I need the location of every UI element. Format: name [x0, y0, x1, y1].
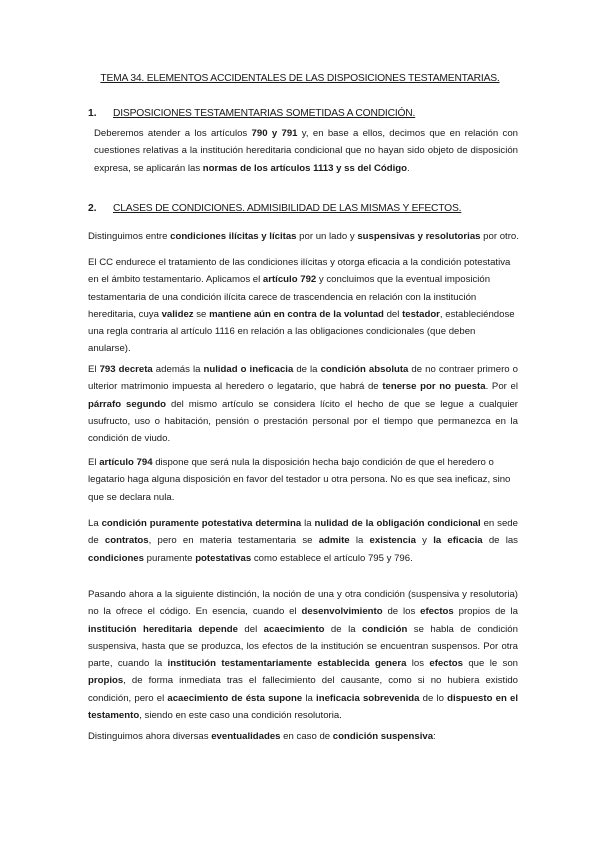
- text-run: , de forma inmediata tras el fallecimiento del causante, como si no hubiera existido condición, pero el: [88, 675, 518, 704]
- paragraph: [88, 361, 518, 447]
- text-run: en sede de: [88, 518, 518, 547]
- text-run: que le son: [463, 658, 518, 670]
- text-run: , siendo en este caso una condición resolutoria.: [139, 710, 342, 722]
- text-run: la: [302, 692, 317, 704]
- paragraph: [88, 515, 518, 567]
- bold-run: la eficacia: [433, 535, 483, 547]
- text-run: :: [433, 731, 436, 742]
- text-run: propios de la: [453, 606, 518, 618]
- section-heading-2: [88, 203, 461, 214]
- text-run: puramente: [143, 552, 196, 564]
- bold-run: eventualidades: [211, 731, 281, 742]
- bold-run: nulidad o ineficacia: [203, 364, 294, 375]
- section-heading-1: [88, 108, 415, 119]
- text-run: de los: [382, 606, 421, 618]
- bold-run: artículo 794: [99, 457, 153, 468]
- text-run: los: [406, 658, 430, 670]
- text-run: El CC endurece el tratamiento de las condiciones ilícitas y otorga eficacia a la condición potestativa en el ámbito testamentario. Aplicamos el: [88, 257, 511, 286]
- bold-run: condición: [362, 623, 408, 635]
- text-run: Deberemos atender a los artículos: [94, 128, 252, 139]
- text-run: se: [193, 308, 210, 320]
- bold-run: tenerse por no puesta: [382, 381, 486, 393]
- text-run: dispone que será nula la disposición hecha bajo condición de que el heredero o legatario haga alguna disposición en favor del testador u otra persona. No es que sea ineficaz, sino que se declara nula.: [88, 457, 511, 503]
- bold-run: desenvolvimiento: [301, 606, 383, 618]
- text-run: y, en base a ellos, decimos que en relación con cuestiones relativas a la institución hereditaria condicional que no hayan sido objeto de disposición expresa, se aplicarán las: [94, 128, 519, 174]
- text-run: por otro.: [480, 231, 519, 242]
- paragraph: [88, 228, 528, 245]
- bold-run: nulidad de la obligación condicional: [314, 518, 481, 529]
- bold-run: artículo 792: [262, 274, 317, 286]
- bold-run: potestativas: [195, 552, 252, 564]
- bold-run: condiciones ilícitas y lícitas: [170, 231, 297, 242]
- document-title: TEMA 34. ELEMENTOS ACCIDENTALES DE LAS DISPOSICIONES TESTAMENTARIAS.: [100, 73, 500, 84]
- text-run: en caso de: [280, 731, 333, 742]
- bold-run: condición puramente potestativa determina: [101, 518, 302, 529]
- bold-run: mantiene aún en contra de la voluntad: [209, 308, 384, 320]
- text-run: y concluimos que la eventual imposición testamentaria de una condición ilícita carece de trascendencia en relación con la institución hereditaria, cuya: [88, 274, 491, 320]
- bold-run: condición absoluta: [320, 364, 409, 375]
- text-run: de la: [324, 623, 362, 635]
- text-run: y: [415, 535, 434, 547]
- text-run: de lo: [419, 692, 448, 704]
- text-run: . Por el: [485, 381, 518, 393]
- text-run: .: [407, 162, 410, 174]
- bold-run: propios: [88, 675, 124, 687]
- text-run: Pasando ahora a la siguiente distinción, la noción de una y otra condición (suspensiva y resolutoria) no la ofrece el código. En esencia, cuando el: [88, 589, 518, 618]
- text-run: se habla de condición suspensiva, hasta que se produzca, los efectos de la institución se encuentran suspensos. Por otra parte, cuando la: [88, 623, 518, 670]
- section-number: 2.: [88, 203, 97, 214]
- text-run: la: [301, 518, 315, 529]
- paragraph: [88, 728, 518, 745]
- paragraph: [94, 125, 518, 177]
- bold-run: acaecimiento de ésta supone: [167, 692, 303, 704]
- text-run: además la: [152, 364, 204, 375]
- section-title: CLASES DE CONDICIONES. ADMISIBILIDAD DE LAS MISMAS Y EFECTOS.: [113, 203, 462, 214]
- text-run: , estableciéndose una regla contraria al artículo 1116 en relación a las obligaciones condicionales (que deben anularse).: [88, 308, 515, 355]
- bold-run: párrafo segundo: [88, 398, 167, 410]
- text-run: como establece el artículo 795 y 796.: [251, 552, 413, 564]
- text-run: por un lado y: [296, 231, 358, 242]
- bold-run: testador: [402, 308, 440, 320]
- bold-run: suspensivas y resolutorias: [357, 231, 481, 242]
- bold-run: dispuesto en el testamento: [88, 692, 518, 722]
- text-run: de las: [482, 535, 518, 547]
- text-run: de no contraer primero o ulterior matrimonio impuesta al heredero o legatario, que habrá de: [88, 364, 518, 393]
- text-run: El: [88, 457, 100, 468]
- text-run: del: [237, 623, 264, 635]
- bold-run: institución hereditaria depende: [88, 623, 238, 635]
- bold-run: institución testamentariamente establecida genera: [167, 658, 407, 670]
- paragraph: [88, 454, 518, 506]
- bold-run: existencia: [369, 535, 416, 547]
- paragraph: [88, 254, 518, 358]
- section-title: DISPOSICIONES TESTAMENTARIAS SOMETIDAS A CONDICIÓN.: [113, 108, 416, 119]
- bold-run: validez: [161, 308, 194, 320]
- text-run: Distinguimos ahora diversas: [88, 731, 212, 742]
- bold-run: efectos: [420, 606, 454, 618]
- bold-run: efectos: [429, 658, 463, 670]
- paragraph: [88, 586, 518, 724]
- bold-run: contratos: [104, 535, 149, 547]
- bold-run: condiciones: [88, 552, 144, 564]
- text-run: del mismo artículo se considera lícito el hecho de que se legue a cualquier usufructo, uso o habitación, pensión o prestación personal por el tiempo que permanezca en la condición de viudo.: [88, 398, 518, 445]
- bold-run: admite: [318, 535, 350, 547]
- bold-run: ineficacia sobrevenida: [316, 692, 420, 704]
- bold-run: acaecimiento: [263, 623, 325, 635]
- section-number: 1.: [88, 108, 97, 119]
- bold-run: 790 y 791: [251, 128, 298, 139]
- text-run: de la: [293, 364, 321, 375]
- text-run: Distinguimos entre: [88, 231, 171, 242]
- text-run: , pero en materia testamentaria se: [148, 535, 319, 547]
- bold-run: 793 decreta: [99, 364, 153, 375]
- bold-run: condición suspensiva: [332, 731, 434, 742]
- text-run: La: [88, 518, 102, 529]
- text-run: El: [88, 364, 100, 375]
- text-run: la: [349, 535, 370, 547]
- text-run: del: [383, 308, 403, 320]
- bold-run: normas de los artículos 1113 y ss del Código: [202, 162, 408, 174]
